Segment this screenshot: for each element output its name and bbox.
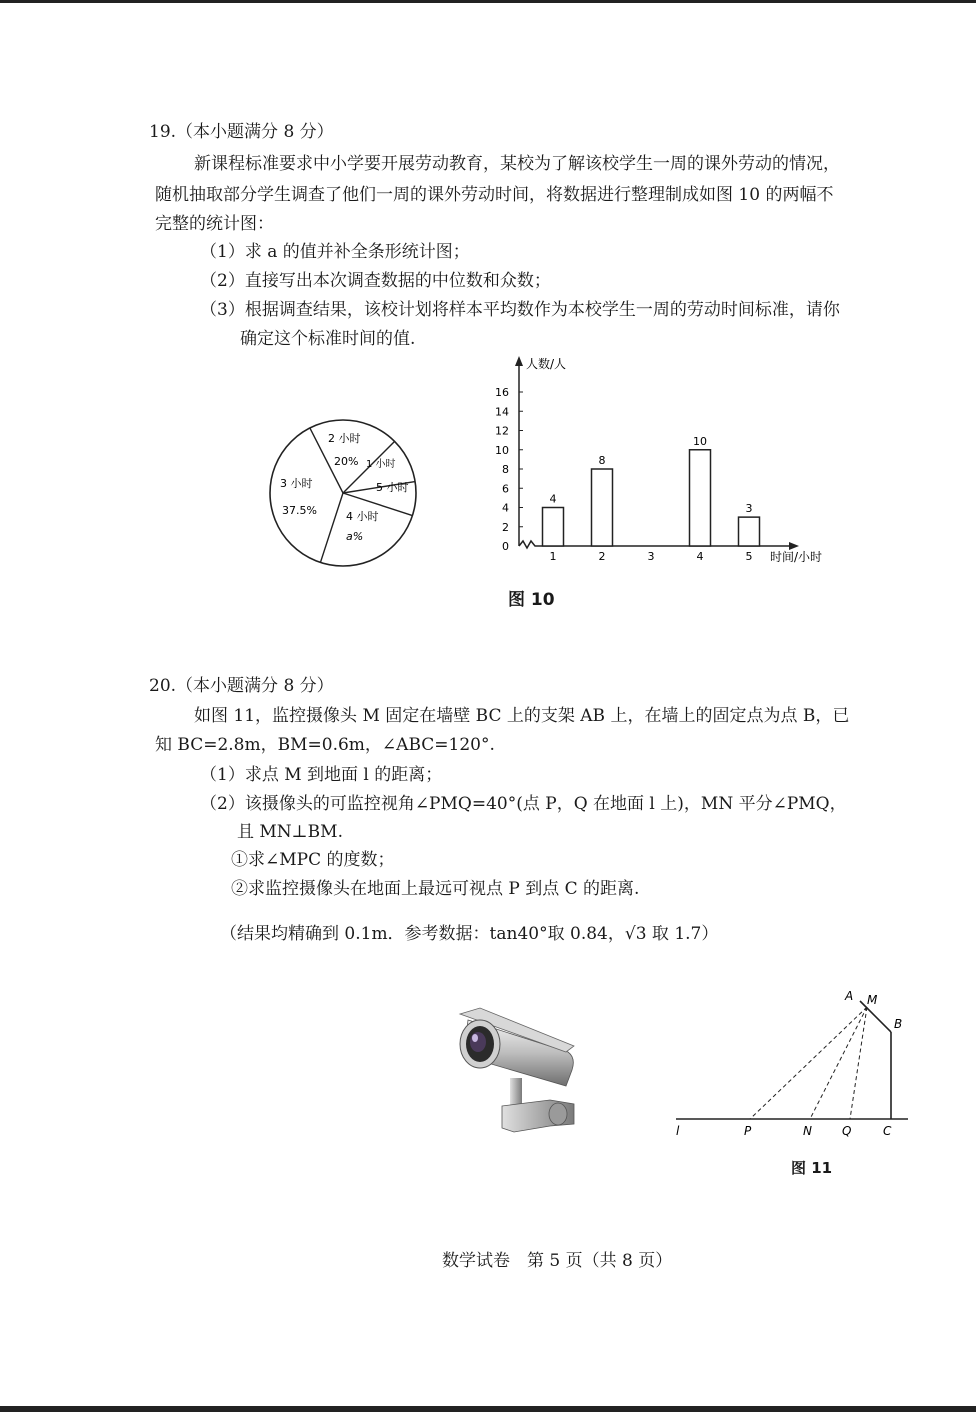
bar-1 bbox=[543, 508, 564, 547]
pie-label-2h: 2 小时 bbox=[328, 432, 361, 445]
bar-data-label: 4 bbox=[549, 492, 557, 506]
pie-label-1h: 1 小时 bbox=[366, 459, 396, 470]
point-c-label: C bbox=[883, 1124, 892, 1138]
q19-intro-line2: 随机抽取部分学生调查了他们一周的课外劳动时间，将数据进行整理制成如图 10 的两幅不 bbox=[155, 185, 834, 205]
q19-part3-line2: 确定这个标准时间的值. bbox=[240, 329, 416, 349]
x-tick-label: 5 bbox=[745, 550, 753, 563]
bar-data-label: 3 bbox=[745, 502, 753, 516]
x-tick-label: 1 bbox=[549, 550, 557, 563]
q19-intro-line1: 新课程标准要求中小学要开展劳动教育，某校为了解该校学生一周的课外劳动的情况， bbox=[194, 154, 840, 174]
q20-sub2: ②求监控摄像头在地面上最远可视点 P 到点 C 的距离. bbox=[231, 879, 640, 899]
x-axis-label: 时间/小时 bbox=[770, 550, 823, 564]
pie-label-4h: 4 小时 bbox=[346, 510, 379, 523]
line-mp bbox=[750, 1007, 867, 1119]
q20-part2-line1: （2）该摄像头的可监控视角∠PMQ=40°(点 P，Q 在地面 l 上)，MN 平分∠PMQ， bbox=[200, 794, 847, 814]
q19-part3-line1: （3）根据调查结果，该校计划将样本平均数作为本校学生一周的劳动时间标准，请你 bbox=[200, 300, 840, 320]
camera-illustration bbox=[450, 1000, 590, 1140]
page-footer: 数学试卷 第 5 页（共 8 页） bbox=[442, 1251, 673, 1271]
y-tick-label: 14 bbox=[495, 405, 509, 419]
y-tick-label: 2 bbox=[502, 520, 509, 534]
pie-label-3h: 3 小时 bbox=[280, 477, 313, 490]
point-a-label: A bbox=[845, 989, 854, 1003]
y-tick-label: 6 bbox=[502, 482, 509, 496]
y-axis-label: 人数/人 bbox=[526, 357, 567, 371]
x-tick-label: 3 bbox=[647, 550, 655, 563]
q19-heading: 19.（本小题满分 8 分） bbox=[149, 122, 334, 142]
y-tick-label: 10 bbox=[495, 443, 509, 457]
top-border bbox=[0, 0, 976, 3]
pie-percent-4h: a% bbox=[346, 530, 364, 543]
bar-5 bbox=[739, 517, 760, 546]
bar-2 bbox=[592, 469, 613, 546]
y-tick-label: 12 bbox=[495, 424, 509, 438]
bar-data-label: 10 bbox=[693, 434, 707, 448]
figure-11-geometry bbox=[664, 982, 924, 1142]
point-p-label: P bbox=[744, 1124, 752, 1138]
pie-percent-2h: 20% bbox=[334, 455, 359, 468]
line-l-label: l bbox=[676, 1124, 680, 1138]
pie-chart bbox=[262, 412, 424, 574]
pie-label-5h: 5 小时 bbox=[376, 481, 409, 494]
bar-data-label: 8 bbox=[598, 454, 606, 467]
q20-sub1: ①求∠MPC 的度数； bbox=[231, 850, 395, 870]
q19-intro-line3: 完整的统计图： bbox=[155, 214, 274, 234]
pie-slice-boundary bbox=[320, 493, 343, 562]
pie-percent-3h: 37.5% bbox=[282, 504, 317, 517]
y-tick-label: 16 bbox=[495, 386, 509, 399]
point-n-label: N bbox=[803, 1124, 812, 1138]
x-tick-label: 2 bbox=[598, 550, 606, 563]
q20-heading: 20.（本小题满分 8 分） bbox=[149, 676, 334, 696]
point-q-label: Q bbox=[842, 1124, 852, 1138]
y-tick-label: 8 bbox=[502, 463, 509, 476]
q20-part1: （1）求点 M 到地面 l 的距离； bbox=[200, 765, 443, 785]
figure-11-caption: 图 11 bbox=[791, 1159, 833, 1177]
y-axis-arrow bbox=[515, 356, 523, 366]
x-tick-label: 4 bbox=[696, 550, 704, 563]
q19-part2: （2）直接写出本次调查数据的中位数和众数； bbox=[200, 271, 551, 291]
x-axis-arrow bbox=[789, 542, 799, 550]
figure-10-caption: 图 10 bbox=[508, 590, 555, 610]
q19-part1: （1）求 a 的值并补全条形统计图； bbox=[200, 242, 470, 262]
q20-intro-line1: 如图 11，监控摄像头 M 固定在墙壁 BC 上的支架 AB 上，在墙上的固定点为点 B，已 bbox=[194, 706, 850, 726]
q20-part2-line2: 且 MN⊥BM. bbox=[237, 822, 343, 842]
point-b-label: B bbox=[894, 1017, 903, 1031]
y-tick-label: 0 bbox=[502, 540, 509, 553]
bar-chart bbox=[486, 352, 846, 574]
q20-intro-line2: 知 BC=2.8m，BM=0.6m，∠ABC=120°. bbox=[155, 735, 495, 755]
line-mq bbox=[850, 1007, 867, 1119]
point-m-label: M bbox=[867, 993, 878, 1007]
bottom-border bbox=[0, 1406, 976, 1412]
q20-note: （结果均精确到 0.1m．参考数据：tan40°取 0.84，√3 取 1.7） bbox=[220, 924, 719, 944]
y-tick-label: 4 bbox=[502, 501, 509, 515]
bar-4 bbox=[690, 450, 711, 546]
